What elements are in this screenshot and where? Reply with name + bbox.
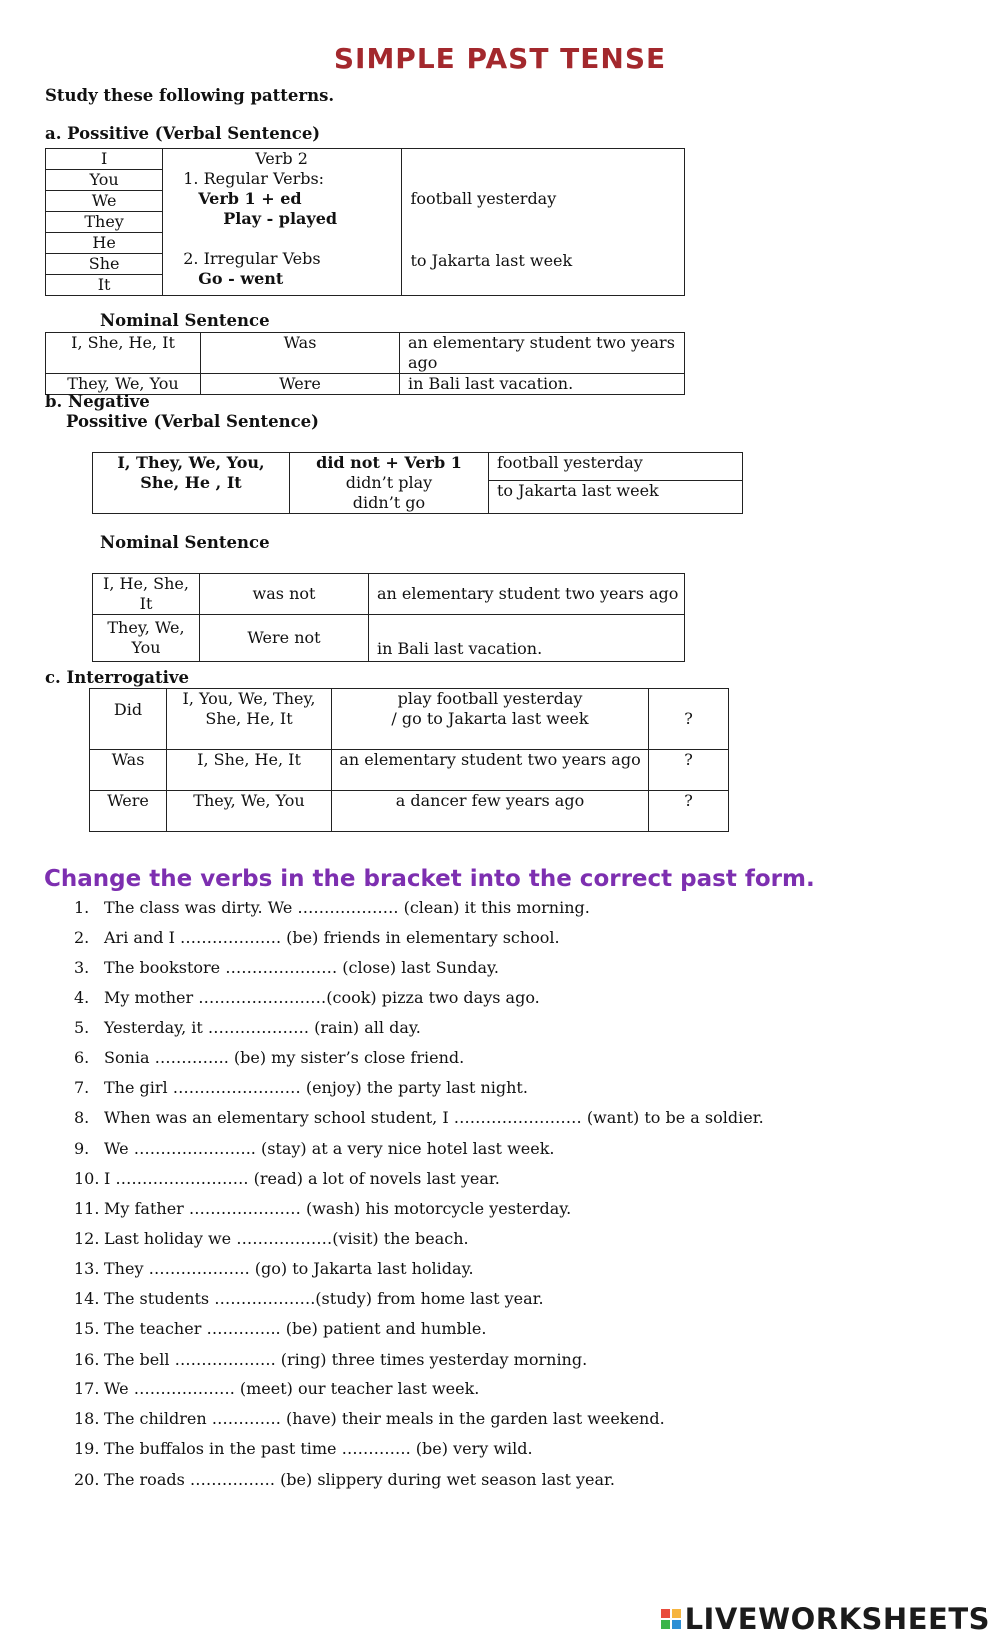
item-number: 8. [74, 1108, 90, 1127]
interrogative-rest: a dancer few years ago [332, 791, 649, 832]
item-text: When was an elementary school student, I …………………… (want) to be a soldier. [104, 1108, 764, 1127]
verb-pattern-cell [163, 149, 402, 296]
logo-squares-icon [661, 1609, 681, 1629]
interrogative-subject [167, 689, 332, 750]
neg-nominal-subject-line2: You [131, 638, 161, 657]
regular-formula: Verb 1 + ed [198, 189, 302, 208]
item-text: We ………………….. (stay) at a very nice hotel last week. [104, 1139, 555, 1158]
section-b-heading: b. Negative [45, 392, 150, 411]
question-mark: ? [649, 689, 729, 750]
regular-label: 1. Regular Verbs: [183, 169, 325, 188]
item-number: 20. [74, 1470, 100, 1489]
item-number: 16. [74, 1350, 100, 1369]
subject-cell: They [46, 212, 163, 233]
item-number: 1. [74, 898, 90, 917]
section-c-heading: c. Interrogative [45, 668, 189, 687]
item-text: They ………………. (go) to Jakarta last holiday. [104, 1259, 474, 1278]
interrogative-subject: They, We, You [167, 791, 332, 832]
exercise-item [74, 958, 499, 977]
neg-nominal-complement: an elementary student two years ago [369, 574, 685, 615]
neg-object-2: to Jakarta last week [489, 481, 743, 514]
nominal-table-a [45, 332, 685, 395]
interrogative-aux: Did [90, 689, 167, 750]
exercise-item [74, 1078, 528, 1097]
neg-nominal-verb: was not [200, 574, 369, 615]
exercise-item [74, 1018, 421, 1037]
interrogative-aux: Were [90, 791, 167, 832]
item-number: 18. [74, 1409, 100, 1428]
item-number: 3. [74, 958, 90, 977]
nominal-table-b [92, 573, 685, 662]
neg-subject-line1: I, They, We, You, [117, 453, 265, 472]
item-text: The class was dirty. We ………………. (clean) it this morning. [104, 898, 590, 917]
item-text: Last holiday we ………………(visit) the beach. [104, 1229, 469, 1248]
item-text: My mother ……………………(cook) pizza two days ago. [104, 988, 540, 1007]
subject-cell: She [46, 254, 163, 275]
item-text: The students ……………….(study) from home last year. [104, 1289, 544, 1308]
exercise-heading: Change the verbs in the bracket into the correct past form. [44, 866, 815, 892]
subject-cell: It [46, 275, 163, 296]
nominal-complement: in Bali last vacation. [400, 374, 685, 395]
negative-verbal-table [92, 452, 743, 514]
interrogative-rest-line2: / go to Jakarta last week [391, 709, 589, 728]
exercise-item [74, 1199, 571, 1218]
nominal-subject: I, She, He, It [46, 333, 201, 374]
neg-subject-cell [93, 453, 290, 514]
item-text: Ari and I ………………. (be) friends in elementary school. [104, 928, 560, 947]
verb2-label: Verb 2 [255, 149, 308, 168]
section-b-subheading: Possitive (Verbal Sentence) [66, 412, 319, 431]
liveworksheets-logo [661, 1602, 990, 1636]
item-text: The bookstore ………………… (close) last Sunday. [104, 958, 499, 977]
item-text: I ……………………. (read) a lot of novels last year. [104, 1169, 500, 1188]
item-number: 19. [74, 1439, 100, 1458]
item-text: The buffalos in the past time …………. (be) very wild. [104, 1439, 533, 1458]
item-number: 4. [74, 988, 90, 1007]
neg-nominal-subject [93, 615, 200, 662]
neg-example-1: didn’t play [345, 473, 433, 492]
item-number: 9. [74, 1139, 90, 1158]
exercise-item [74, 1139, 554, 1158]
neg-nominal-verb: Were not [200, 615, 369, 662]
exercise-item [74, 1229, 469, 1248]
irregular-example: Go - went [198, 269, 284, 288]
item-number: 5. [74, 1018, 90, 1037]
subject-cell: I [46, 149, 163, 170]
exercise-item [74, 1439, 533, 1458]
positive-verbal-table [45, 148, 685, 296]
irregular-label: 2. Irregular Vebs [183, 249, 321, 268]
exercise-item [74, 1350, 587, 1369]
neg-nominal-complement: in Bali last vacation. [369, 615, 685, 662]
interrogative-rest-line1: play football yesterday [397, 689, 583, 708]
subject-cell: We [46, 191, 163, 212]
exercise-item [74, 1108, 764, 1127]
exercise-item [74, 988, 540, 1007]
neg-object-1: football yesterday [489, 453, 743, 481]
logo-text: LIVEWORKSHEETS [684, 1602, 990, 1636]
interrogative-subject: I, She, He, It [167, 750, 332, 791]
item-number: 14. [74, 1289, 100, 1308]
item-number: 13. [74, 1259, 100, 1278]
exercise-item [74, 1048, 464, 1067]
object-cell [402, 149, 685, 296]
nominal-verb: Was [201, 333, 400, 374]
nominal-subject: They, We, You [46, 374, 201, 395]
exercise-item [74, 1409, 665, 1428]
object-2: to Jakarta last week [410, 251, 573, 270]
item-number: 10. [74, 1169, 100, 1188]
subject-cell: You [46, 170, 163, 191]
nominal-verb: Were [201, 374, 400, 395]
neg-nominal-subject-line1: They, We, [107, 618, 185, 637]
item-number: 7. [74, 1078, 90, 1097]
exercise-item [74, 1379, 479, 1398]
section-a-heading: a. Possitive (Verbal Sentence) [45, 124, 321, 143]
neg-verb-cell [290, 453, 489, 514]
nominal-heading-b: Nominal Sentence [100, 533, 270, 552]
page-title: SIMPLE PAST TENSE [333, 42, 667, 75]
item-number: 15. [74, 1319, 100, 1338]
neg-nominal-subject: I, He, She, It [93, 574, 200, 615]
interrogative-subject-line2: She, He, It [205, 709, 293, 728]
interrogative-subject-line1: I, You, We, They, [182, 689, 316, 708]
item-number: 12. [74, 1229, 100, 1248]
item-number: 6. [74, 1048, 90, 1067]
item-text: The girl …………………… (enjoy) the party last night. [104, 1078, 528, 1097]
intro-text: Study these following patterns. [45, 86, 335, 105]
interrogative-aux: Was [90, 750, 167, 791]
interrogative-table [89, 688, 729, 832]
exercise-item [74, 928, 560, 947]
subject-cell: He [46, 233, 163, 254]
nominal-complement: an elementary student two years ago [400, 333, 685, 374]
question-mark: ? [649, 750, 729, 791]
object-1: football yesterday [410, 189, 557, 208]
item-text: The children …………. (have) their meals in the garden last weekend. [104, 1409, 665, 1428]
item-text: We ………………. (meet) our teacher last week. [104, 1379, 480, 1398]
neg-subject-line2: She, He , It [140, 473, 242, 492]
exercise-item [74, 898, 590, 917]
item-text: The roads ……………. (be) slippery during wet season last year. [104, 1470, 615, 1489]
regular-example: Play - played [223, 209, 338, 228]
item-number: 17. [74, 1379, 100, 1398]
interrogative-rest [332, 689, 649, 750]
exercise-item [74, 1169, 500, 1188]
interrogative-rest: an elementary student two years ago [332, 750, 649, 791]
item-text: Yesterday, it ………………. (rain) all day. [104, 1018, 421, 1037]
exercise-item [74, 1319, 486, 1338]
item-text: My father ………………… (wash) his motorcycle yesterday. [104, 1199, 572, 1218]
item-number: 2. [74, 928, 90, 947]
item-text: Sonia ………….. (be) my sister’s close friend. [104, 1048, 465, 1067]
exercise-item [74, 1470, 615, 1489]
neg-formula: did not + Verb 1 [316, 453, 462, 472]
item-text: The teacher ………….. (be) patient and humble. [104, 1319, 487, 1338]
question-mark: ? [649, 791, 729, 832]
exercise-item [74, 1289, 544, 1308]
exercise-item [74, 1259, 474, 1278]
neg-example-2: didn’t go [352, 493, 426, 512]
nominal-heading-a: Nominal Sentence [100, 311, 270, 330]
item-number: 11. [74, 1199, 100, 1218]
item-text: The bell ………………. (ring) three times yesterday morning. [104, 1350, 588, 1369]
